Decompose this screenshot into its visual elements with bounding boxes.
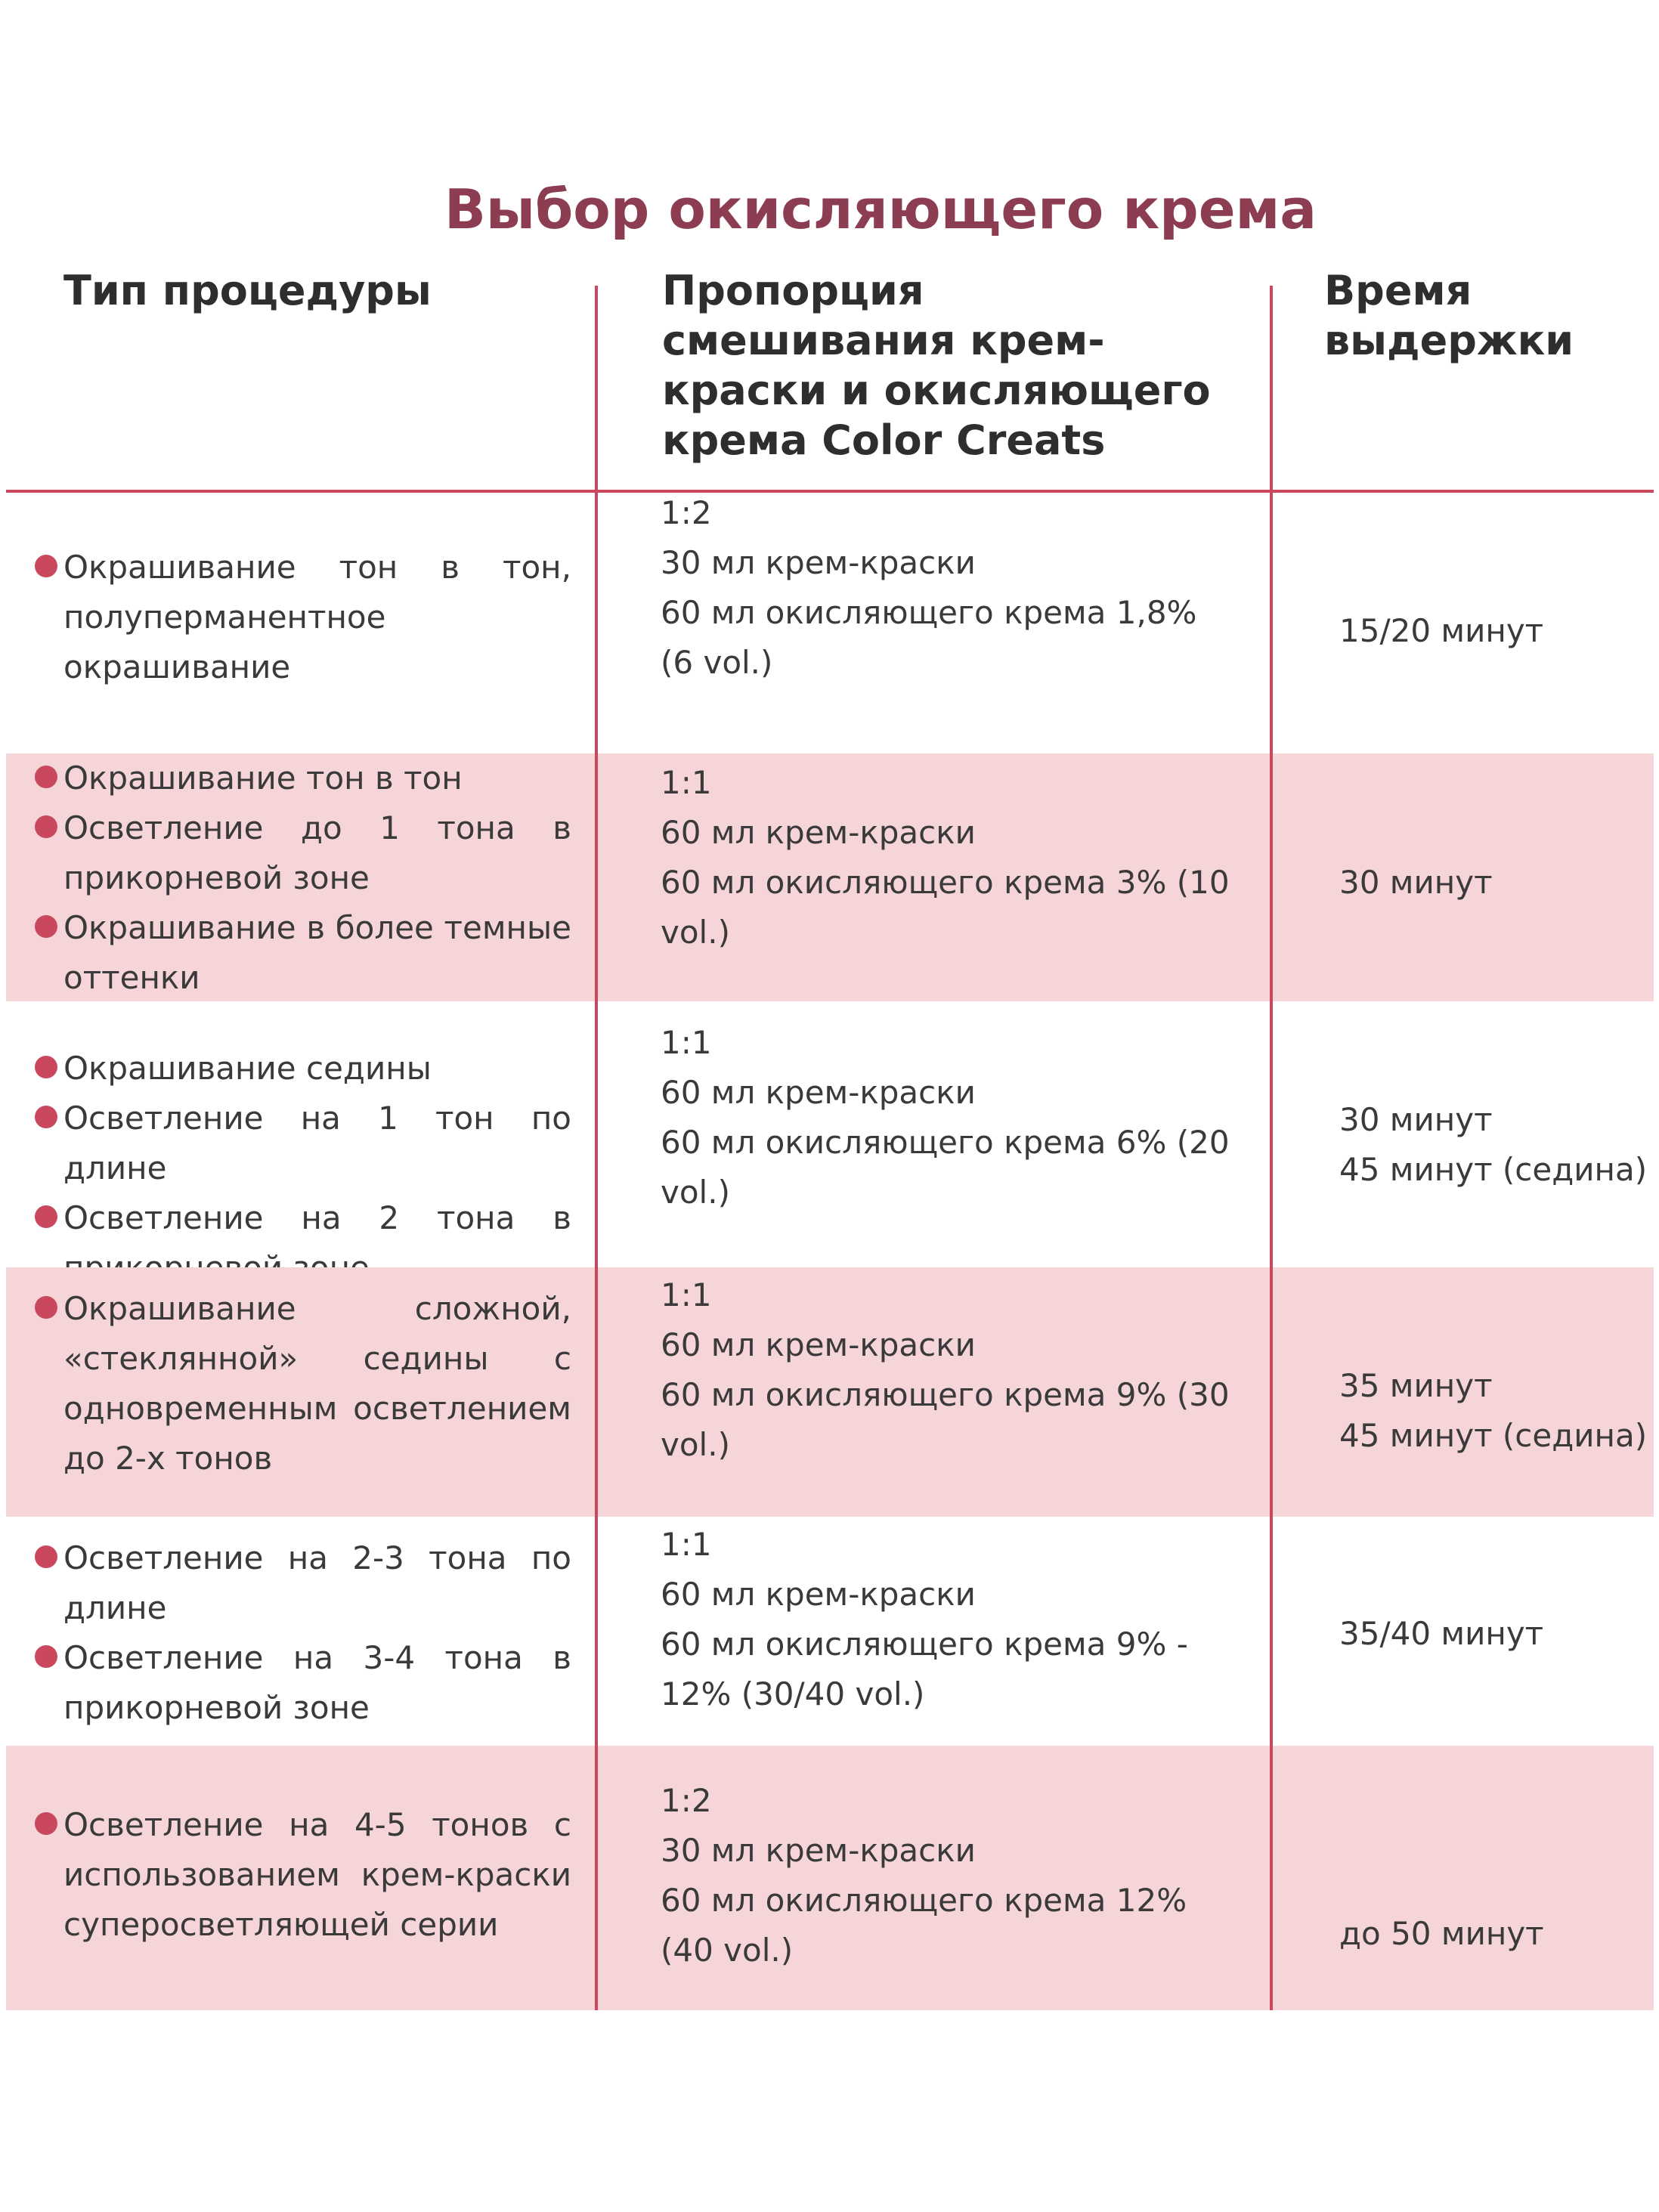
proportion-cell [661,1270,1235,1470]
header-divider [6,490,1654,493]
proportion-line: 1:1 [661,1276,712,1313]
time-cell [1339,606,1657,656]
time-line: 15/20 минут [1339,612,1544,649]
proportion-line: 1:1 [661,1526,712,1563]
bullet-icon [35,1645,57,1668]
proportion-line: 60 мл крем-краски [661,814,976,851]
bullet-icon [35,1106,57,1128]
proportion-line: 12% (30/40 vol.) [661,1675,925,1712]
proportion-line: 60 мл крем-краски [661,1326,976,1363]
bullet-icon [35,555,57,577]
proportion-line: 60 мл крем-краски [661,1576,976,1613]
procedure-item-text: Окрашивание тон в тон, полуперманентное окрашивание [63,549,571,685]
time-line: 45 минут (седина) [1339,1151,1648,1188]
procedure-item [63,1284,571,1483]
time-line: 30 минут [1339,864,1493,901]
procedure-cell [63,1533,571,1733]
time-cell [1339,1909,1657,1959]
procedure-item-text: Осветление на 1 тон по длине [63,1100,571,1186]
proportion-line: 60 мл окисляющего крема 1,8% [661,594,1197,631]
table-row [6,753,1654,1001]
time-cell [1339,1095,1657,1195]
column-divider [595,286,598,2010]
proportion-line: 1:2 [661,494,712,531]
time-line: 35 минут [1339,1367,1493,1404]
column-header-proportion: Пропорция смешивания крем- краски и окисляющего крема Color Creats [662,267,1211,464]
procedure-item-text: Осветление до 1 тона в прикорневой зоне [63,809,571,896]
proportion-cell [661,1520,1235,1719]
table-row [6,1517,1654,1746]
proportion-line: 30 мл крем-краски [661,544,976,581]
proportion-line: 1:1 [661,764,712,801]
procedure-item-text: Осветление на 3-4 тона в прикорневой зоне [63,1639,571,1726]
time-line: 45 минут (седина) [1339,1417,1648,1454]
procedure-item [63,543,571,692]
proportion-line: 60 мл окисляющего крема 9% (30 [661,1376,1230,1413]
page-title: Выбор окисляющего крема [444,178,1317,241]
procedure-item-text: Окрашивание тон в тон [63,760,463,797]
procedure-item-text: Осветление на 4-5 тонов с использованием крем-краски суперосветляющей серии [63,1806,571,1943]
table-row [6,1267,1654,1517]
proportion-line: 60 мл окисляющего крема 6% (20 [661,1124,1230,1161]
procedure-item [63,1044,571,1094]
procedure-cell [63,1284,571,1483]
bullet-icon [35,915,57,938]
time-line: до 50 минут [1339,1915,1544,1952]
procedure-item [63,753,571,803]
procedure-item-text: Окрашивание в более темные оттенки [63,909,571,996]
bullet-icon [35,1812,57,1835]
procedure-cell [63,1044,571,1293]
proportion-cell [661,1018,1235,1217]
proportion-line: 60 мл окисляющего крема 3% (10 [661,864,1230,901]
proportion-line: vol.) [661,914,730,951]
proportion-line: 1:1 [661,1024,712,1061]
proportion-line: 60 мл крем-краски [661,1074,976,1111]
proportion-line: 60 мл окисляющего крема 9% - [661,1626,1188,1663]
table-row [6,493,1654,753]
table-row [6,1001,1654,1267]
column-header-time: Время выдержки [1324,267,1574,364]
proportion-cell [661,1776,1235,1975]
procedure-item [63,1533,571,1633]
proportion-cell [661,758,1235,958]
proportion-line: 30 мл крем-краски [661,1832,976,1869]
time-cell [1339,1609,1657,1659]
procedure-item-text: Окрашивание седины [63,1050,432,1087]
bullet-icon [35,1056,57,1078]
proportion-line: vol.) [661,1174,730,1211]
procedure-item [63,1633,571,1733]
bullet-icon [35,1205,57,1228]
proportion-line: vol.) [661,1426,730,1463]
proportion-cell [661,488,1235,688]
procedure-item [63,1094,571,1193]
procedure-cell [63,753,571,1003]
time-line: 30 минут [1339,1101,1493,1138]
bullet-icon [35,1545,57,1568]
procedure-cell [63,1800,571,1950]
time-cell [1339,1361,1657,1461]
procedure-item-text: Осветление на 2-3 тона по длине [63,1539,571,1626]
time-cell [1339,858,1657,908]
column-header-procedure: Тип процедуры [63,267,432,314]
bullet-icon [35,815,57,838]
time-line: 35/40 минут [1339,1615,1544,1652]
bullet-icon [35,766,57,788]
proportion-line: 1:2 [661,1782,712,1819]
table-row [6,1746,1654,2010]
procedure-item-text: Осветление на 2 тона в [63,1199,571,1236]
proportion-line: (40 vol.) [661,1932,794,1969]
procedure-item-text: Окрашивание сложной, «стеклянной» седины с одновременным осветлением до 2-х тонов [63,1290,571,1477]
column-divider [1270,286,1273,2010]
proportion-line: 60 мл окисляющего крема 12% [661,1882,1187,1919]
procedure-item [63,803,571,903]
procedure-item [63,903,571,1003]
procedure-cell [63,543,571,692]
proportion-line: (6 vol.) [661,644,773,681]
bullet-icon [35,1296,57,1319]
procedure-item [63,1800,571,1950]
